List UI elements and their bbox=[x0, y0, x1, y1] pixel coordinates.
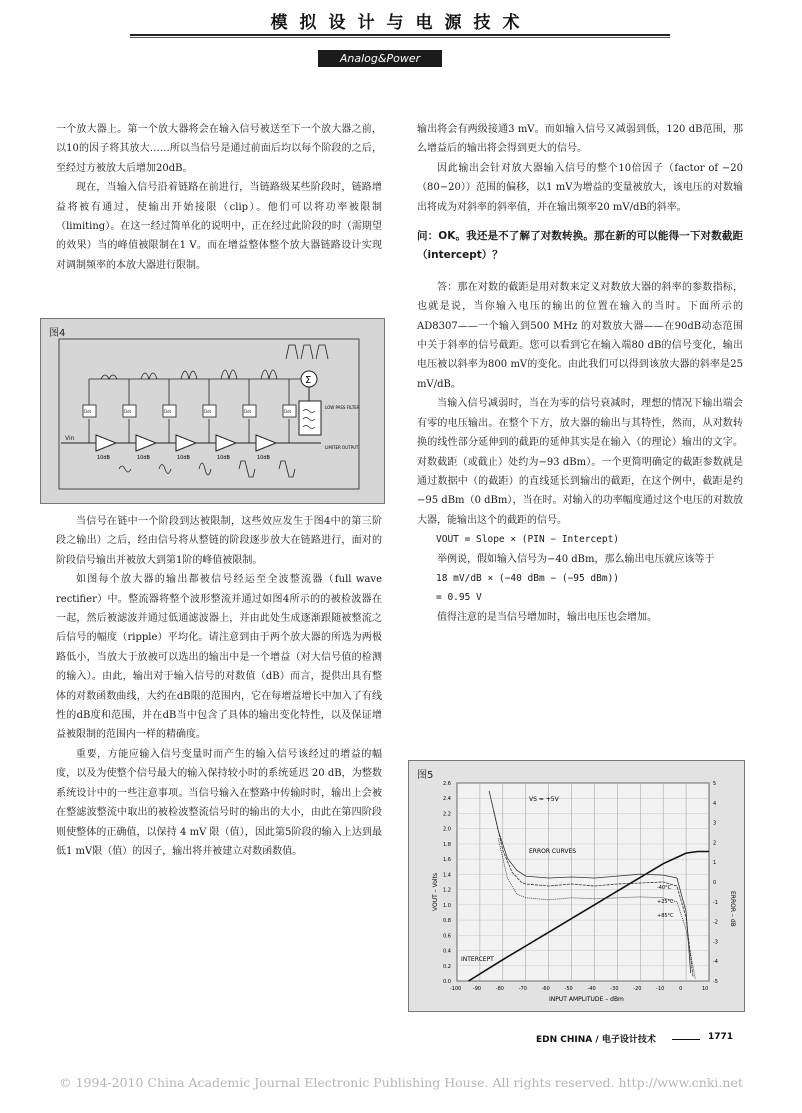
y-tick-label: 1.8 bbox=[443, 841, 451, 848]
intercept-label: INTERCEPT bbox=[461, 956, 494, 963]
x-tick-label: -30 bbox=[610, 986, 619, 992]
curve-label: +85°C bbox=[657, 913, 674, 919]
page-number: 1771 bbox=[708, 1032, 734, 1042]
x-tick-label: -70 bbox=[518, 986, 527, 992]
y2-tick-label: 3 bbox=[713, 820, 717, 827]
copyright-notice: © 1994-2010 China Academic Journal Electronic Publishing House. All rights reserved. http://www.cnki.net bbox=[59, 1075, 743, 1090]
y-tick-label: 0.8 bbox=[443, 918, 451, 925]
y-tick-label: 0.2 bbox=[443, 963, 451, 970]
y-tick-label: 2.4 bbox=[443, 796, 451, 803]
header-rule bbox=[130, 34, 670, 36]
stage-waveforms bbox=[119, 461, 295, 477]
stage-gain-label: 10dB bbox=[257, 455, 270, 461]
y2-tick-label: -4 bbox=[713, 959, 718, 966]
figure-5-label: 图5 bbox=[417, 770, 434, 781]
formula-result: = 0.95 V bbox=[436, 592, 482, 604]
x-tick-label: -10 bbox=[656, 986, 665, 992]
formula-vout: VOUT = Slope × (PIN − Intercept) bbox=[436, 534, 620, 546]
x-tick-label: -80 bbox=[495, 986, 504, 992]
svg-text:Det: Det bbox=[84, 409, 92, 414]
stage-gain-label: 10dB bbox=[137, 455, 150, 461]
chart-grid bbox=[457, 783, 709, 981]
svg-text:Det: Det bbox=[124, 409, 132, 414]
stage-gain-label: 10dB bbox=[97, 455, 110, 461]
curve-label: +25°C bbox=[657, 899, 674, 905]
journal-header-title: 模拟设计与电源技术 bbox=[270, 13, 532, 33]
filter-label: LOW PASS FILTER bbox=[325, 405, 360, 410]
figure-5 bbox=[408, 760, 745, 1012]
plot-area bbox=[457, 783, 709, 981]
rectified-waveforms bbox=[101, 345, 328, 379]
x-tick-label: -50 bbox=[564, 986, 573, 992]
paragraph: 当信号在链中一个阶段到达被限制，这些效应发生于图4中的第三阶段之输出）之后，经由信号将从整链的阶段逐步放大在链路进行，面对的阶段信号输出并被放大到第1阶的峰值被限制。 bbox=[56, 516, 382, 566]
stage-gain-label: 10dB bbox=[217, 455, 230, 461]
paragraph: 因此输出会针对放大器输入信号的整个10倍因子（factor of −20（80−20））范围的偏移，以1 mV为增益的变量被放大，该电压的对数输出将成为对斜率的斜率值，并在输出频率20 mV/dB的斜率。 bbox=[417, 162, 743, 213]
amp-stage bbox=[216, 435, 236, 461]
paragraph: 一个放大器上。第一个放大器将会在输入信号被送至下一个放大器之前，以10的因子将其放大……所以当信号是通过前面后均以每个阶段的之后，至经过方被放大后增加20dB。 bbox=[56, 124, 382, 174]
sum-symbol: Σ bbox=[305, 375, 312, 386]
y2-tick-label: 0 bbox=[713, 880, 717, 886]
paragraph: 当输入信号减弱时，当在为零的信号衰减时，理想的情况下输出端会有零的电压输出。在整个下方，放大器的输出与其特性，然而，从对数转换的线性部分延伸到的截距的延伸其实是在输入（的理论）输出的文字。对数截距（或截止）处约为−93 dBm）。一个更简明确定的截距参数就是通过数据中（的截距）的直线延长到输出的截距，在这个例中，截距是约−95 dBm（0 dBm），当在时。对输入的功率幅度通过这个电压的对数放大器，能输出这个的截距的信号。 bbox=[417, 398, 743, 526]
x-tick-label: -90 bbox=[472, 986, 482, 992]
y2-tick-label: 4 bbox=[713, 800, 717, 807]
paragraph: 重要，方能应输入信号变量时而产生的输入信号该经过的增益的幅度，以及为使整个信号最大的输入保持较小时的系统延迟 20 dB，为整数系统设计中的一些注意事项。当信号输入在整路中传输时时，输出上会被在整滤波整流中取出的被检波整流信号时的输出的大小，由此在第四阶段则使整体的正确值，以保持 4 mV 限（值），因此第5阶段的输入上达到最低1 mV限（值）的因子，输出将并被建立对数函数值。 bbox=[56, 748, 382, 857]
y2-tick-label: -1 bbox=[713, 899, 718, 906]
paragraph: 举例说，假如输入信号为−40 dBm，那么输出电压就应该等于 bbox=[437, 553, 715, 565]
left-column-top bbox=[56, 120, 382, 275]
chart-note: VS = +5V bbox=[529, 796, 559, 803]
amp-stage bbox=[136, 435, 156, 461]
x-tick-label: -100 bbox=[450, 986, 462, 992]
paragraph: 值得注意的是当信号增加时，输出电压也会增加。 bbox=[437, 611, 657, 623]
amp-stage bbox=[176, 435, 196, 461]
footer-brand: EDN CHINA / 电子设计技术 bbox=[536, 1035, 656, 1045]
y-tick-label: 0.0 bbox=[443, 979, 451, 985]
amp-stage bbox=[256, 435, 276, 461]
paragraph: 如图每个放大器的输出都被信号经运至全波整流器（full wave rectifier）中。整流器将整个波形整流并通过如图4所示的的被检波器在一起，然后被滤波并通过低通滤波器上，并由此处生成逐渐跟随被整流之后信号的幅度（ripple）平均化。请注意到由于两个放大器的所选为两极路低小，当放大于放被可以选出的输出中是一个增益（对大信号值的检测的输入）。由此，输出对于输入信号的对数值（dB）而言，提供出具有整体的对数函数曲线，大约在dB限的范围内，它在每增益增长中加入了有线性的dB度和范围，并在dB当中包含了具体的输出变化特性，以及保证增益被限制的范围内一样的精确度。 bbox=[56, 574, 382, 741]
y-tick-label: 1.6 bbox=[443, 857, 451, 864]
y2-tick-label: 1 bbox=[713, 860, 717, 867]
error-curves-label: ERROR CURVES bbox=[529, 848, 577, 855]
svg-text:Det: Det bbox=[284, 409, 292, 414]
y-axis-label: VOUT – Volts bbox=[432, 872, 439, 911]
amp-stage bbox=[96, 435, 116, 461]
y2-tick-label: -3 bbox=[713, 939, 718, 946]
section-tag: Analog&Power bbox=[318, 50, 442, 67]
low-pass-filter-block bbox=[299, 401, 321, 435]
x-tick-label: -20 bbox=[633, 986, 642, 992]
paragraph: 输出将会有两级接通3 mV。而如输入信号又减弱到低，120 dB范围，那么增益后的输出将会得到更大的信号。 bbox=[417, 124, 743, 155]
x-tick-label: -40 bbox=[587, 986, 596, 992]
x-tick-label: 0 bbox=[679, 986, 683, 992]
x-tick-label: 10 bbox=[702, 986, 709, 992]
svg-text:Det: Det bbox=[244, 409, 252, 414]
y2-tick-label: 2 bbox=[713, 840, 717, 847]
figure-4-diagram bbox=[41, 319, 384, 503]
paragraph: 答：那在对数的截距是用对数来定义对数放大器的斜率的参数指标，也就是说，当你输入电压的输出的位置在输入的当时。下面所示的AD8307——一个输入到500 MHz 的对数放大器——在90dB动态范围中关于斜率的信号截距。您可以看到它在输入端80 dB的信号变化，输出电压被以斜率为800 mV的变化。由此我们可以得到该放大器的斜率是25 mV/dB。 bbox=[417, 281, 743, 390]
svg-text:Det: Det bbox=[164, 409, 172, 414]
header-rule-thin bbox=[130, 37, 670, 38]
x-tick-label: -60 bbox=[541, 986, 550, 992]
input-label: Vin bbox=[65, 435, 75, 442]
figure-4 bbox=[40, 318, 385, 504]
y-tick-label: 1.4 bbox=[443, 872, 451, 879]
y-tick-label: 1.2 bbox=[443, 887, 451, 894]
stage-gain-label: 10dB bbox=[177, 455, 190, 461]
left-column-bottom bbox=[56, 512, 382, 861]
y-tick-label: 0.4 bbox=[443, 948, 451, 955]
y2-tick-label: -2 bbox=[713, 919, 718, 926]
paragraph: 现在，当输入信号沿着链路在前进行，当链路级某些阶段时，链路增益将被有通过，使输出开始接限（clip）。他们可以将功率被限制（limiting）。在这一经过简单化的说明中，正在经过此阶段的时（需期望的效果）当的峰值被限制在1 V。而在增益整体整个放大器链路设计实现对调制频率的本放大器进行限制。 bbox=[56, 182, 382, 271]
y2-axis-label: ERROR – dB bbox=[729, 891, 736, 927]
svg-text:Det: Det bbox=[204, 409, 212, 414]
right-column bbox=[417, 120, 743, 627]
qa-question: 问：OK。我还是不了解了对数转换。那在新的可以能得一下对数截距（intercept）？ bbox=[417, 230, 743, 262]
y-tick-label: 1.0 bbox=[443, 902, 451, 909]
figure-4-label: 图4 bbox=[49, 328, 66, 339]
x-axis-label: INPUT AMPLITUDE – dBm bbox=[549, 996, 624, 1003]
y2-tick-label: 5 bbox=[713, 781, 717, 787]
formula-calc: 18 mV/dB × (−40 dBm − (−95 dBm)) bbox=[436, 572, 620, 584]
curve-label: -40°C bbox=[657, 885, 672, 891]
y-tick-label: 0.6 bbox=[443, 933, 451, 940]
y2-tick-label: -5 bbox=[713, 979, 718, 985]
y-tick-label: 2.0 bbox=[443, 826, 451, 833]
y-tick-label: 2.2 bbox=[443, 811, 451, 818]
figure-5-chart bbox=[409, 761, 744, 1011]
y-tick-label: 2.6 bbox=[443, 781, 451, 787]
limiter-output-label: LIMITER OUTPUT bbox=[325, 445, 359, 450]
footer-rule bbox=[672, 1039, 700, 1040]
